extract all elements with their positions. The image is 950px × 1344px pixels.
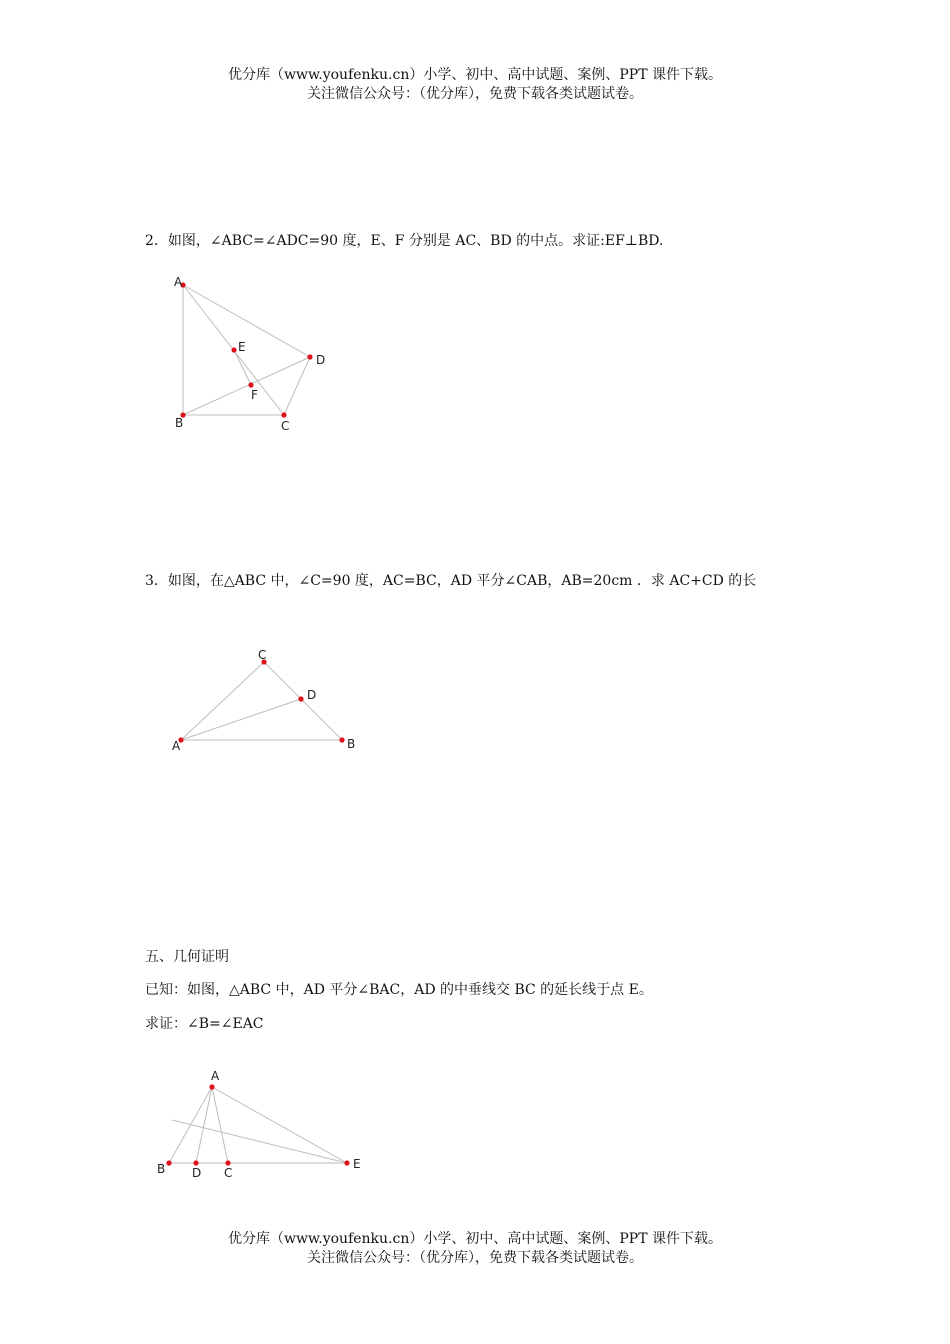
segment-ac [212, 1087, 228, 1163]
header-line-2: 关注微信公众号：（优分库），免费下载各类试题试卷。 [307, 86, 643, 102]
point-d [193, 1160, 198, 1165]
problem-2-text: 2．如图，∠ABC=∠ADC=90 度，E、F 分别是 AC、BD 的中点。求证:EF⊥BD. [145, 233, 664, 249]
segment-ad [196, 1087, 212, 1163]
label-f: F [251, 388, 258, 402]
section-5-given: 已知：如图，△ABC 中，AD 平分∠BAC，AD 的中垂线交 BC 的延长线于点 E。 [145, 982, 653, 998]
segment-ae [212, 1087, 347, 1163]
label-b: B [157, 1162, 166, 1176]
point-a [209, 1084, 214, 1089]
point-e [344, 1160, 349, 1165]
section-5-title: 五、几何证明 [145, 949, 229, 965]
footer-line-1: 优分库（www.youfenku.cn）小学、初中、高中试题、案例、PPT 课件下载。 [227, 1231, 722, 1247]
label-b: B [347, 737, 356, 751]
problem-3-text: 3．如图，在△ABC 中，∠C=90 度，AC=BC，AD 平分∠CAB，AB=20cm ．求 AC+CD 的长 [145, 573, 757, 589]
label-e: E [353, 1157, 361, 1171]
label-b: B [175, 416, 184, 430]
label-a: A [174, 275, 183, 289]
section-5-prove: 求证：∠B=∠EAC [145, 1016, 264, 1032]
label-d: D [192, 1166, 202, 1180]
footer-line-2: 关注微信公众号：（优分库），免费下载各类试题试卷。 [307, 1250, 643, 1266]
label-d: D [307, 688, 317, 702]
label-e: E [238, 340, 246, 354]
label-c: C [281, 419, 290, 433]
point-b [166, 1160, 171, 1165]
label-c: C [258, 648, 267, 662]
perpendicular-bisector [172, 1120, 347, 1163]
label-a: A [211, 1069, 220, 1083]
point-c [225, 1160, 230, 1165]
label-a: A [172, 739, 181, 753]
page-footer [0, 1230, 950, 1268]
label-c: C [224, 1166, 233, 1180]
header-line-1: 优分库（www.youfenku.cn）小学、初中、高中试题、案例、PPT 课件下载。 [227, 67, 722, 83]
label-d: D [316, 353, 326, 367]
